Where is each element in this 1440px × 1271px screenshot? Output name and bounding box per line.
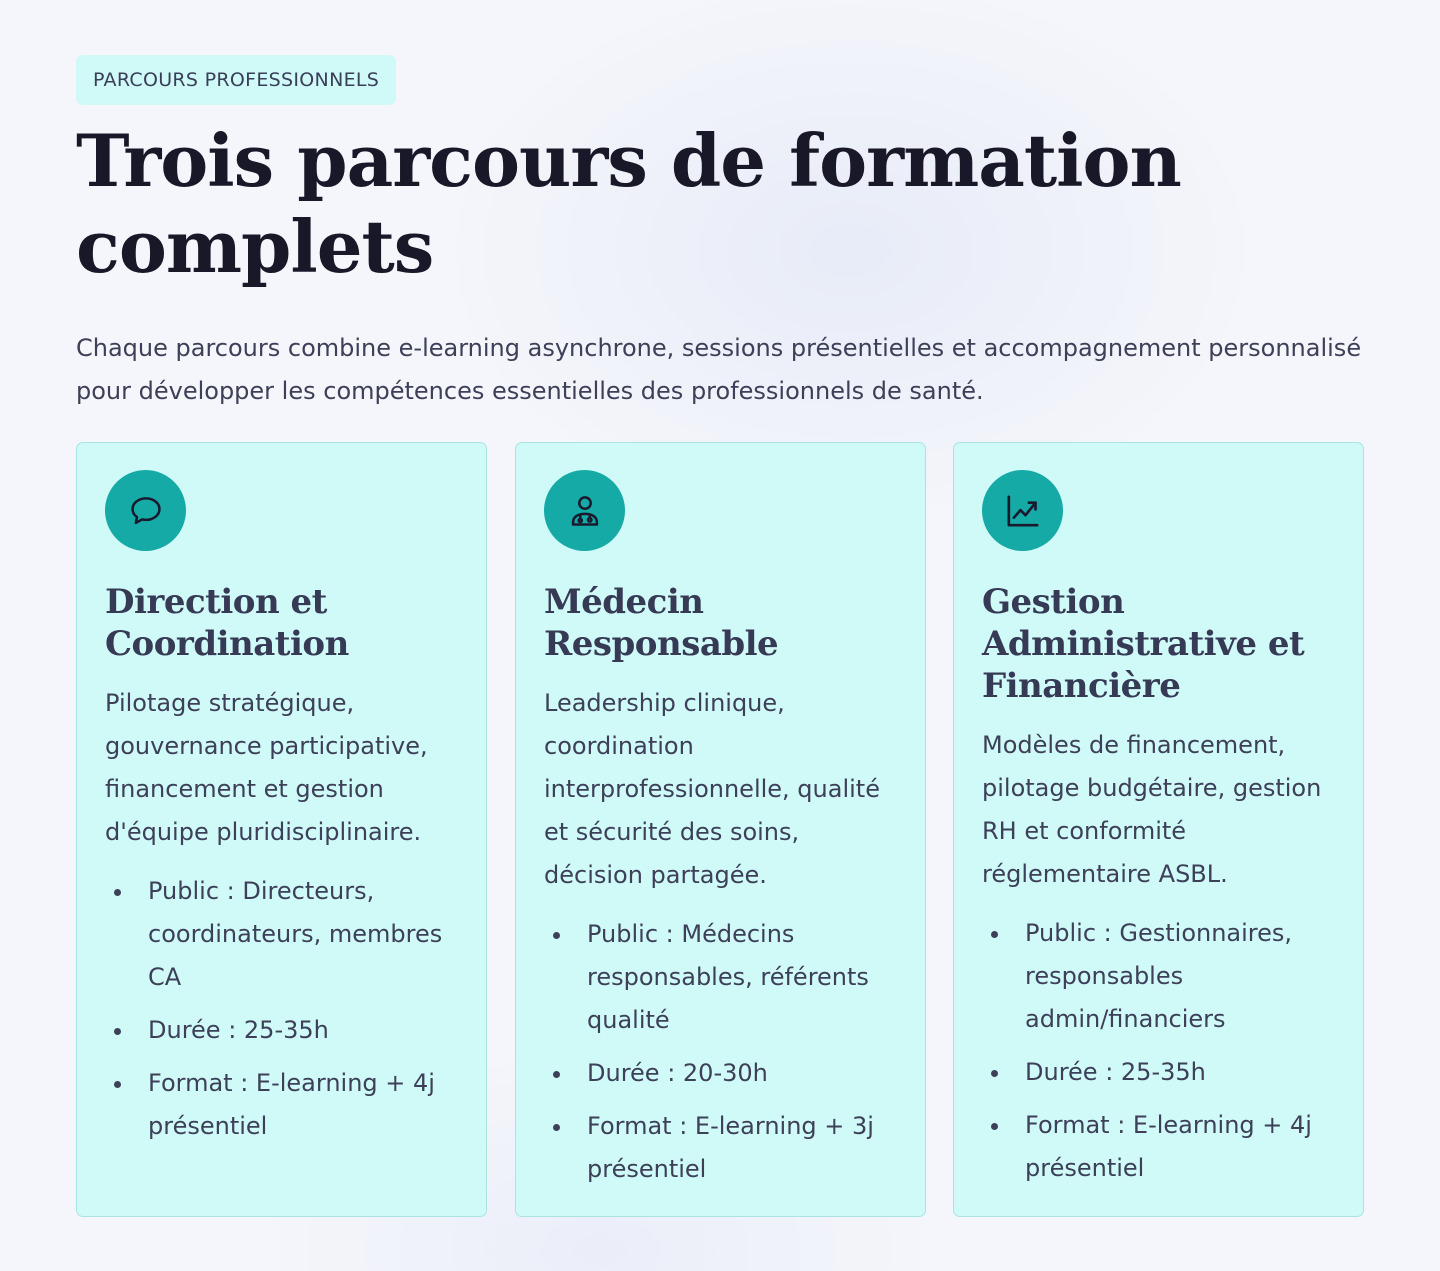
course-card-description: Leadership clinique, coordination interprofessionnelle, qualité et sécurité des soins, décision partagée. (544, 689, 880, 889)
course-card-direction[interactable] (76, 442, 487, 1217)
detail-duration: Durée : 25-35h (105, 1009, 462, 1052)
chat-bubble-icon (105, 470, 186, 551)
course-card-details (544, 913, 901, 1191)
course-card-title: Gestion Administrative et Financière (982, 582, 1305, 706)
doctor-icon (544, 470, 625, 551)
section-title: Trois parcours de formation complets (76, 118, 1181, 289)
detail-duration: Durée : 25-35h (982, 1051, 1339, 1094)
course-card-title: Médecin Responsable (544, 582, 779, 664)
course-card-gestion[interactable] (953, 442, 1364, 1217)
detail-public: Public : Médecins responsables, référents qualité (544, 913, 901, 1042)
course-card-description: Modèles de financement, pilotage budgétaire, gestion RH et conformité réglementaire ASBL. (982, 731, 1322, 888)
course-card-title: Direction et Coordination (105, 582, 349, 664)
detail-format: Format : E-learning + 4j présentiel (105, 1062, 462, 1148)
course-card-details (105, 870, 462, 1148)
section-intro: Chaque parcours combine e-learning asynchrone, sessions présentielles et accompagnement personnalisé pour développer les compétences essentielles des professionnels de santé. (76, 334, 1362, 405)
course-card-medecin[interactable] (515, 442, 926, 1217)
chart-trend-icon (982, 470, 1063, 551)
detail-format: Format : E-learning + 3j présentiel (544, 1105, 901, 1191)
detail-duration: Durée : 20-30h (544, 1052, 901, 1095)
course-card-description: Pilotage stratégique, gouvernance participative, financement et gestion d'équipe pluridisciplinaire. (105, 689, 428, 846)
detail-public: Public : Directeurs, coordinateurs, membres CA (105, 870, 462, 999)
detail-format: Format : E-learning + 4j présentiel (982, 1104, 1339, 1190)
detail-public: Public : Gestionnaires, responsables admin/financiers (982, 912, 1339, 1041)
course-card-details (982, 912, 1339, 1190)
section-badge: PARCOURS PROFESSIONNELS (76, 55, 396, 105)
